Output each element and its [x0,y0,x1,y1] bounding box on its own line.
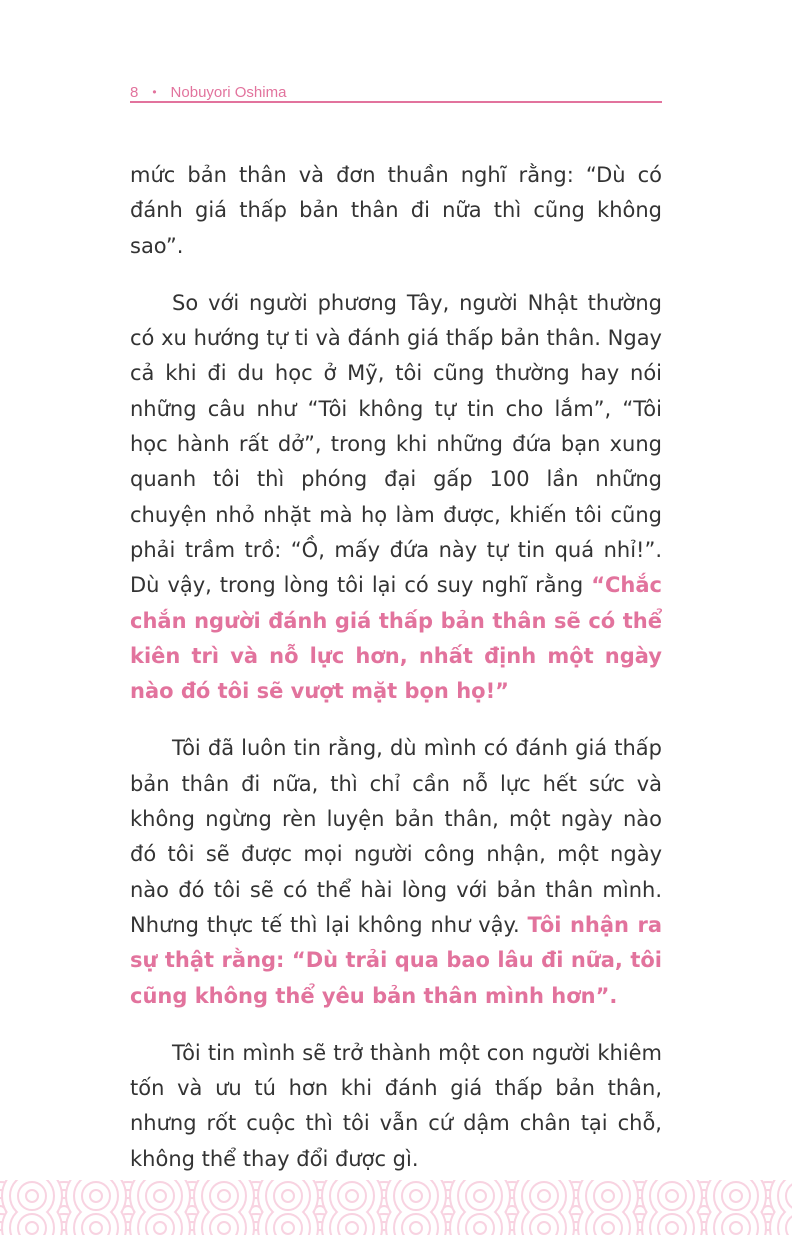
paragraph-2 [130,286,662,710]
author-name: Nobuyori Oshima [170,83,287,101]
header-rule [130,101,662,103]
paragraph-2-highlight: “Chắc chắn người đánh giá thấp bản thân sẽ có thể kiên trì và nỗ lực hơn, nhất định một ngày nào đó tôi sẽ vượt mặt bọn họ!” [130,573,662,704]
page-number: 8 [130,83,139,101]
page-body [130,158,662,1199]
paragraph-1 [130,158,662,264]
paragraph-2-text: So với người phương Tây, người Nhật thường có xu hướng tự ti và đánh giá thấp bản thân. Ngay cả khi đi du học ở Mỹ, tôi cũng thường hay nói những câu như “Tôi không tự tin cho lắm”, “Tôi học hành rất dở”, trong khi những đứa bạn xung quanh tôi thì phóng đại gấp 100 lần những chuyện nhỏ nhặt mà họ làm được, khiến tôi cũng phải trầm trồ: “Ồ, mấy đứa này tự tin quá nhỉ!”. Dù vậy, trong lòng tôi lại có suy nghĩ rằng [130,290,662,598]
paragraph-4-text: Tôi tin mình sẽ trở thành một con người khiêm tốn và ưu tú hơn khi đánh giá thấp bản thân, nhưng rốt cuộc thì tôi vẫn cứ dậm chân tại chỗ, không thể thay đổi được gì. [130,1040,662,1171]
paragraph-3-text: Tôi đã luôn tin rằng, dù mình có đánh giá thấp bản thân đi nữa, thì chỉ cần nỗ lực hết sức và không ngừng rèn luyện bản thân, một ngày nào đó tôi sẽ được mọi người công nhận, một ngày nào đó tôi sẽ có thể hài lòng với bản thân mình. Nhưng thực tế thì lại không như vậy. [130,736,662,937]
paragraph-1-text: mức bản thân và đơn thuần nghĩ rằng: “Dù có đánh giá thấp bản thân đi nữa thì cũng không sao”. [130,163,662,258]
paragraph-3 [130,731,662,1013]
paragraph-3-highlight: Tôi nhận ra sự thật rằng: “Dù trải qua bao lâu đi nữa, tôi cũng không thể yêu bản thân mình hơn”. [130,912,662,1008]
header-separator: • [152,85,157,99]
wave-pattern-decoration [0,1180,792,1235]
paragraph-4 [130,1036,662,1177]
